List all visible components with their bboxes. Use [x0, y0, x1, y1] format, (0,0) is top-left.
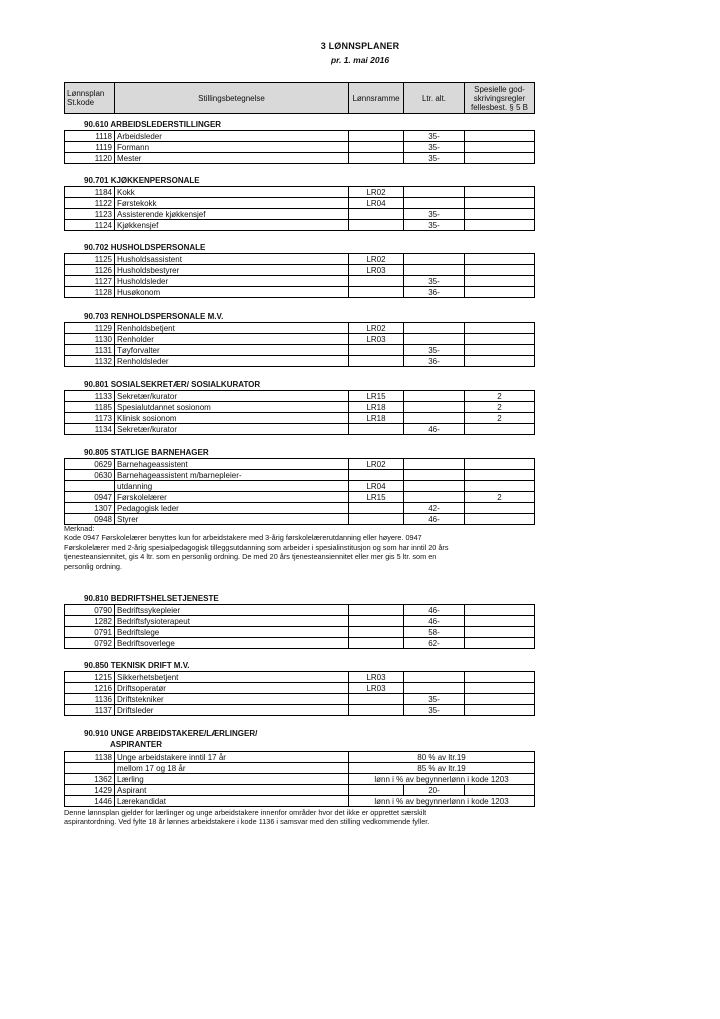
table-row: [65, 391, 535, 402]
table-row: [65, 774, 535, 785]
cell-stillingsbetegnelse: Barnehageassistent m/barnepleier-: [115, 470, 349, 481]
cell-spesielle: [465, 785, 535, 796]
cell-stkode: 1133: [65, 391, 115, 402]
cell-spesielle: [465, 627, 535, 638]
section-title: 90.801 SOSIALSEKRETÆR/ SOSIALKURATOR: [84, 380, 261, 389]
cell-ltr-alt: [404, 391, 465, 402]
cell-stillingsbetegnelse: Pedagogisk leder: [115, 503, 349, 514]
cell-ltr-alt: 46-: [404, 424, 465, 435]
cell-stillingsbetegnelse: Bedriftssykepleier: [115, 605, 349, 616]
cell-lonnsramme: [349, 424, 404, 435]
cell-stillingsbetegnelse: Formann: [115, 142, 349, 153]
footer-line: Denne lønnsplan gjelder for lærlinger og unge arbeidstakere innenfor områder hvor det ikke er opprettet særskilt: [64, 808, 427, 817]
cell-spesielle: 2: [465, 413, 535, 424]
cell-lonnsramme: [349, 153, 404, 164]
cell-lonnsramme: [349, 131, 404, 142]
cell-spesielle: [465, 470, 535, 481]
cell-stkode: 1118: [65, 131, 115, 142]
cell-stillingsbetegnelse: Driftstekniker: [115, 694, 349, 705]
cell-lonnsramme: [349, 470, 404, 481]
cell-lonnsramme: [349, 356, 404, 367]
cell-ltr-alt: [404, 187, 465, 198]
cell-stillingsbetegnelse: Husholdsassistent: [115, 254, 349, 265]
cell-lonnsramme: [349, 605, 404, 616]
cell-spesielle: [465, 616, 535, 627]
cell-spesielle: [465, 605, 535, 616]
cell-stillingsbetegnelse: Renholder: [115, 334, 349, 345]
cell-spesielle: [465, 638, 535, 649]
cell-stillingsbetegnelse: Driftsleder: [115, 705, 349, 716]
section-title-cont: ASPIRANTER: [110, 740, 163, 749]
header-lonnsplan: Lønnsplan St.kode: [65, 83, 115, 114]
cell-stkode: 1446: [65, 796, 115, 807]
table-row: [65, 481, 535, 492]
cell-spesielle: [465, 481, 535, 492]
cell-ltr-alt: 62-: [404, 638, 465, 649]
cell-spesielle: [465, 131, 535, 142]
cell-ltr-alt: [404, 672, 465, 683]
cell-ltr-alt: [404, 334, 465, 345]
cell-stillingsbetegnelse: Assisterende kjøkkensjef: [115, 209, 349, 220]
cell-stkode: 1185: [65, 402, 115, 413]
cell-ltr-alt: 35-: [404, 345, 465, 356]
section-table: [64, 604, 535, 649]
table-row: [65, 459, 535, 470]
cell-stkode: 1307: [65, 503, 115, 514]
cell-ltr-alt: 46-: [404, 605, 465, 616]
table-row: [65, 187, 535, 198]
cell-stkode: 1129: [65, 323, 115, 334]
cell-merged-value: 85 % av ltr.19: [349, 763, 535, 774]
cell-spesielle: [465, 153, 535, 164]
cell-stkode: 1173: [65, 413, 115, 424]
cell-stillingsbetegnelse: Lærling: [115, 774, 349, 785]
cell-lonnsramme: [349, 705, 404, 716]
cell-stillingsbetegnelse: Kokk: [115, 187, 349, 198]
cell-lonnsramme: LR03: [349, 683, 404, 694]
table-row: [65, 503, 535, 514]
cell-stkode: 1138: [65, 752, 115, 763]
cell-ltr-alt: 46-: [404, 616, 465, 627]
cell-stillingsbetegnelse: Styrer: [115, 514, 349, 525]
section-title: 90.910 UNGE ARBEIDSTAKERE/LÆRLINGER/: [84, 729, 258, 738]
table-row: [65, 796, 535, 807]
cell-lonnsramme: [349, 785, 404, 796]
cell-lonnsramme: LR02: [349, 459, 404, 470]
table-row: [65, 402, 535, 413]
cell-spesielle: [465, 503, 535, 514]
cell-ltr-alt: 42-: [404, 503, 465, 514]
header-stillingsbetegnelse: Stillingsbetegnelse: [115, 83, 349, 114]
section-table: [64, 186, 535, 231]
cell-stillingsbetegnelse: Bedriftslege: [115, 627, 349, 638]
cell-lonnsramme: LR02: [349, 254, 404, 265]
cell-stillingsbetegnelse: Tøyforvalter: [115, 345, 349, 356]
cell-lonnsramme: LR15: [349, 391, 404, 402]
table-row: [65, 345, 535, 356]
cell-stkode: 1126: [65, 265, 115, 276]
cell-stillingsbetegnelse: Sikkerhetsbetjent: [115, 672, 349, 683]
cell-stkode: 0948: [65, 514, 115, 525]
table-row: [65, 514, 535, 525]
cell-stkode: 1122: [65, 198, 115, 209]
cell-lonnsramme: LR03: [349, 334, 404, 345]
cell-lonnsramme: [349, 276, 404, 287]
cell-spesielle: [465, 705, 535, 716]
table-row: [65, 254, 535, 265]
cell-stillingsbetegnelse: Klinisk sosionom: [115, 413, 349, 424]
cell-stillingsbetegnelse: mellom 17 og 18 år: [115, 763, 349, 774]
cell-stkode: [65, 763, 115, 774]
cell-lonnsramme: LR02: [349, 187, 404, 198]
cell-stillingsbetegnelse: Husholdsbestyrer: [115, 265, 349, 276]
cell-stkode: 0629: [65, 459, 115, 470]
cell-lonnsramme: [349, 616, 404, 627]
section-table: [64, 671, 535, 716]
table-row: [65, 683, 535, 694]
cell-ltr-alt: [404, 402, 465, 413]
cell-spesielle: [465, 334, 535, 345]
cell-stillingsbetegnelse: Mester: [115, 153, 349, 164]
section-table: [64, 253, 535, 298]
cell-spesielle: [465, 683, 535, 694]
cell-stkode: [65, 481, 115, 492]
table-row: [65, 413, 535, 424]
cell-ltr-alt: [404, 470, 465, 481]
cell-stkode: 0791: [65, 627, 115, 638]
cell-stkode: 1125: [65, 254, 115, 265]
cell-lonnsramme: LR02: [349, 323, 404, 334]
cell-stillingsbetegnelse: Førstekokk: [115, 198, 349, 209]
document-title: 3 LØNNSPLANER: [320, 41, 400, 51]
cell-stkode: 1124: [65, 220, 115, 231]
cell-stkode: 0792: [65, 638, 115, 649]
cell-ltr-alt: 46-: [404, 514, 465, 525]
table-row: [65, 785, 535, 796]
cell-ltr-alt: 35-: [404, 705, 465, 716]
section-title: 90.703 RENHOLDSPERSONALE M.V.: [84, 312, 224, 321]
cell-stkode: 1134: [65, 424, 115, 435]
cell-spesielle: [465, 672, 535, 683]
cell-ltr-alt: [404, 198, 465, 209]
cell-ltr-alt: 35-: [404, 153, 465, 164]
cell-stkode: 1136: [65, 694, 115, 705]
cell-stillingsbetegnelse: Bedriftsfysioterapeut: [115, 616, 349, 627]
cell-spesielle: [465, 694, 535, 705]
section-table: [64, 390, 535, 435]
cell-ltr-alt: 58-: [404, 627, 465, 638]
cell-lonnsramme: [349, 514, 404, 525]
cell-stkode: 1127: [65, 276, 115, 287]
section-title: 90.702 HUSHOLDSPERSONALE: [84, 243, 206, 252]
cell-merged-value: lønn i % av begynnerlønn i kode 1203: [349, 774, 535, 785]
cell-ltr-alt: 36-: [404, 356, 465, 367]
section-title: 90.850 TEKNISK DRIFT M.V.: [84, 661, 190, 670]
cell-stillingsbetegnelse: Husholdsleder: [115, 276, 349, 287]
cell-stillingsbetegnelse: Husøkonom: [115, 287, 349, 298]
cell-ltr-alt: [404, 683, 465, 694]
table-row: [65, 638, 535, 649]
cell-ltr-alt: 35-: [404, 131, 465, 142]
cell-stillingsbetegnelse: Unge arbeidstakere inntil 17 år: [115, 752, 349, 763]
table-row: [65, 492, 535, 503]
cell-spesielle: [465, 424, 535, 435]
cell-spesielle: [465, 142, 535, 153]
cell-stillingsbetegnelse: utdanning: [115, 481, 349, 492]
cell-stkode: 0630: [65, 470, 115, 481]
table-row: [65, 153, 535, 164]
table-row: [65, 276, 535, 287]
section-table: [64, 322, 535, 367]
cell-lonnsramme: LR15: [349, 492, 404, 503]
cell-ltr-alt: [404, 323, 465, 334]
table-row: [65, 627, 535, 638]
cell-lonnsramme: [349, 627, 404, 638]
cell-stkode: 1216: [65, 683, 115, 694]
cell-spesielle: [465, 356, 535, 367]
table-row: [65, 694, 535, 705]
cell-stillingsbetegnelse: Kjøkkensjef: [115, 220, 349, 231]
cell-spesielle: [465, 345, 535, 356]
cell-lonnsramme: [349, 142, 404, 153]
section-title: 90.805 STATLIGE BARNEHAGER: [84, 448, 209, 457]
cell-stkode: 1119: [65, 142, 115, 153]
cell-stillingsbetegnelse: Arbeidsleder: [115, 131, 349, 142]
table-header: [64, 82, 535, 114]
cell-spesielle: [465, 323, 535, 334]
cell-lonnsramme: [349, 209, 404, 220]
footer-note: [64, 808, 539, 827]
cell-spesielle: [465, 187, 535, 198]
cell-spesielle: [465, 514, 535, 525]
cell-ltr-alt: [404, 492, 465, 503]
table-row: [65, 705, 535, 716]
cell-ltr-alt: 20-: [404, 785, 465, 796]
cell-stkode: 1130: [65, 334, 115, 345]
cell-stillingsbetegnelse: Barnehageassistent: [115, 459, 349, 470]
table-row: [65, 323, 535, 334]
section-title: 90.701 KJØKKENPERSONALE: [84, 176, 200, 185]
cell-stillingsbetegnelse: Renholdsleder: [115, 356, 349, 367]
cell-stkode: 1184: [65, 187, 115, 198]
cell-merged-value: 80 % av ltr.19: [349, 752, 535, 763]
cell-spesielle: 2: [465, 391, 535, 402]
cell-spesielle: 2: [465, 402, 535, 413]
cell-stkode: 1123: [65, 209, 115, 220]
cell-lonnsramme: LR03: [349, 672, 404, 683]
cell-ltr-alt: 35-: [404, 142, 465, 153]
table-row: [65, 672, 535, 683]
section-table: [64, 751, 535, 807]
cell-lonnsramme: [349, 638, 404, 649]
cell-stkode: 1132: [65, 356, 115, 367]
merknad-line: personlig ordning.: [64, 561, 123, 571]
cell-lonnsramme: LR03: [349, 265, 404, 276]
cell-stillingsbetegnelse: Aspirant: [115, 785, 349, 796]
cell-spesielle: 2: [465, 492, 535, 503]
section-title: 90.810 BEDRIFTSHELSETJENESTE: [84, 594, 219, 603]
cell-stillingsbetegnelse: Førskolelærer: [115, 492, 349, 503]
footer-line: aspirantordning. Ved fylte 18 år lønnes arbeidstakere i kode 1136 i samsvar med den stilling vedkommende fyller.: [64, 817, 430, 827]
table-row: [65, 220, 535, 231]
cell-ltr-alt: 36-: [404, 287, 465, 298]
cell-stillingsbetegnelse: Spesialutdannet sosionom: [115, 402, 349, 413]
cell-lonnsramme: [349, 220, 404, 231]
cell-stkode: 1120: [65, 153, 115, 164]
cell-stkode: 1282: [65, 616, 115, 627]
cell-ltr-alt: 35-: [404, 694, 465, 705]
cell-lonnsramme: LR04: [349, 198, 404, 209]
cell-spesielle: [465, 198, 535, 209]
cell-merged-value: lønn i % av begynnerlønn i kode 1203: [349, 796, 535, 807]
table-row: [65, 424, 535, 435]
cell-stkode: 1137: [65, 705, 115, 716]
header-spesielle: Spesielle god-skrivingsregler fellesbest. § 5 B: [465, 83, 535, 114]
table-row: [65, 763, 535, 774]
header-lonnsramme: Lønnsramme: [349, 83, 404, 114]
cell-stkode: 1362: [65, 774, 115, 785]
cell-stkode: 1131: [65, 345, 115, 356]
cell-spesielle: [465, 265, 535, 276]
cell-ltr-alt: 35-: [404, 209, 465, 220]
table-row: [65, 131, 535, 142]
cell-stillingsbetegnelse: Sekretær/kurator: [115, 424, 349, 435]
merknad-label: Merknad:: [64, 524, 95, 533]
cell-stillingsbetegnelse: Bedriftsoverlege: [115, 638, 349, 649]
header-ltr-alt: Ltr. alt.: [404, 83, 465, 114]
cell-lonnsramme: [349, 287, 404, 298]
cell-ltr-alt: 35-: [404, 220, 465, 231]
cell-stkode: 0790: [65, 605, 115, 616]
cell-lonnsramme: LR18: [349, 402, 404, 413]
cell-ltr-alt: [404, 481, 465, 492]
cell-ltr-alt: [404, 413, 465, 424]
section-table: [64, 130, 535, 164]
table-row: [65, 356, 535, 367]
cell-stillingsbetegnelse: Sekretær/kurator: [115, 391, 349, 402]
cell-lonnsramme: LR04: [349, 481, 404, 492]
cell-stillingsbetegnelse: Lærekandidat: [115, 796, 349, 807]
cell-lonnsramme: [349, 345, 404, 356]
table-row: [65, 470, 535, 481]
cell-spesielle: [465, 287, 535, 298]
cell-lonnsramme: [349, 503, 404, 514]
cell-spesielle: [465, 254, 535, 265]
document-subtitle: pr. 1. mai 2016: [330, 55, 390, 65]
cell-stkode: 1128: [65, 287, 115, 298]
table-row: [65, 265, 535, 276]
cell-spesielle: [465, 220, 535, 231]
cell-spesielle: [465, 209, 535, 220]
cell-stkode: 1429: [65, 785, 115, 796]
cell-ltr-alt: [404, 254, 465, 265]
cell-ltr-alt: 35-: [404, 276, 465, 287]
cell-ltr-alt: [404, 459, 465, 470]
cell-stkode: 0947: [65, 492, 115, 503]
cell-stillingsbetegnelse: Driftsoperatør: [115, 683, 349, 694]
cell-lonnsramme: [349, 694, 404, 705]
table-row: [65, 752, 535, 763]
table-row: [65, 142, 535, 153]
table-row: [65, 287, 535, 298]
table-row: [65, 616, 535, 627]
table-row: [65, 209, 535, 220]
merknad-line: tjenesteansiennitet, gis 4 ltr. som en personlig ordning. De med 20 års tjenesteansiennitet eller mer gis 5 ltr. som en: [64, 552, 437, 562]
table-row: [65, 198, 535, 209]
cell-stillingsbetegnelse: Renholdsbetjent: [115, 323, 349, 334]
cell-spesielle: [465, 276, 535, 287]
section-title: 90.610 ARBEIDSLEDERSTILLINGER: [84, 120, 222, 129]
cell-stkode: 1215: [65, 672, 115, 683]
cell-lonnsramme: LR18: [349, 413, 404, 424]
table-row: [65, 334, 535, 345]
cell-ltr-alt: [404, 265, 465, 276]
merknad-block: [64, 524, 539, 571]
merknad-line: Kode 0947 Førskolelærer benyttes kun for arbeidstakere med 3-årig førskolelærerutdanning eller høyere. 0947: [64, 533, 422, 543]
section-table: [64, 458, 535, 525]
merknad-line: Førskolelærer med 2-årig spesialpedagogisk tilleggsutdanning som arbeider i spesialinstitusjon og som har inntil 20 års: [64, 542, 449, 552]
cell-spesielle: [465, 459, 535, 470]
table-row: [65, 605, 535, 616]
